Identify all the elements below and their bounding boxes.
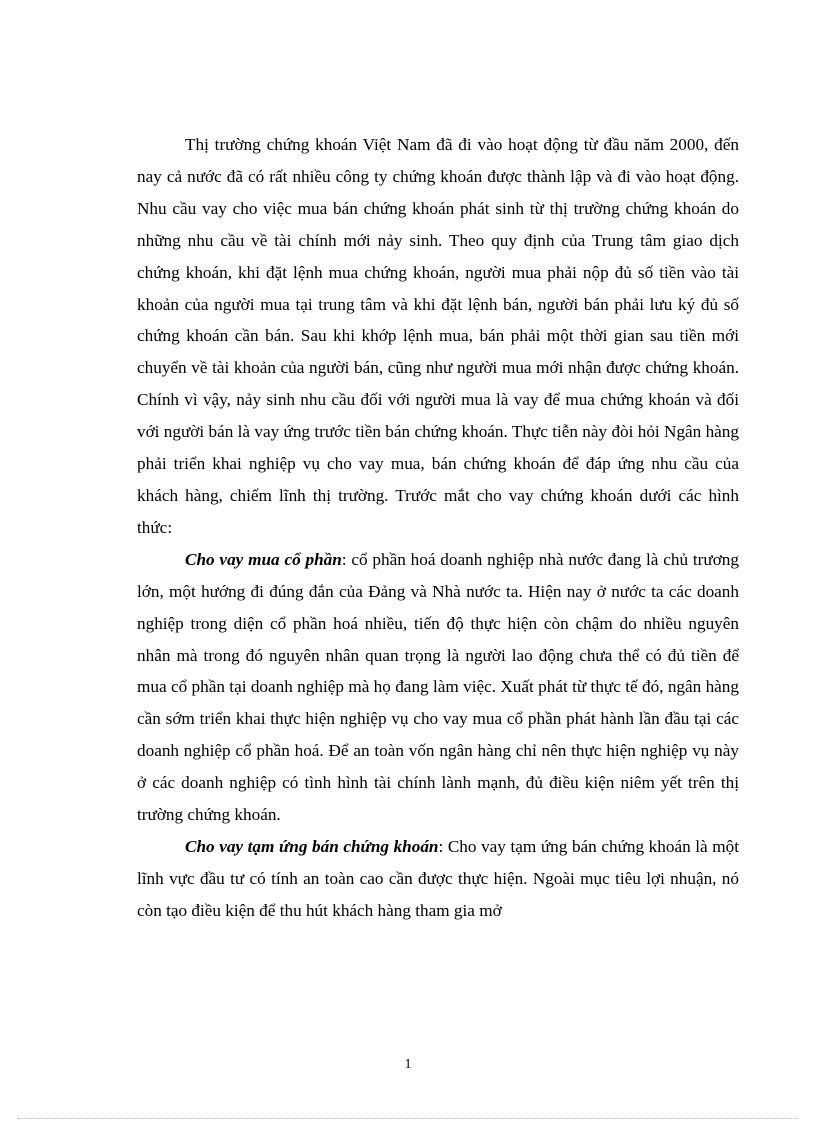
document-body bbox=[137, 129, 739, 927]
paragraph-text: Thị trường chứng khoán Việt Nam đã đi vào hoạt động từ đầu năm 2000, đến nay cả nước đã có rất nhiều công ty chứng khoán được thành lập và đi vào hoạt động. Nhu cầu vay cho việc mua bán chứng khoán phát sinh từ thị trường chứng khoán do những nhu cầu về tài chính mới nảy sinh. Theo quy định của Trung tâm giao dịch chứng khoán, khi đặt lệnh mua chứng khoán, người mua phải nộp đủ số tiền vào tài khoản của người mua tại trung tâm và khi đặt lệnh bán, người bán phải lưu ký đủ số chứng khoán cần bán. Sau khi khớp lệnh mua, bán phải một thời gian sau tiền mới chuyển về tài khoản của người bán, cũng như người mua mới nhận được chứng khoán. Chính vì vậy, nảy sinh nhu cầu đối với người mua là vay để mua chứng khoán và đối với người bán là vay ứng trước tiền bán chứng khoán. Thực tiễn này đòi hỏi Ngân hàng phải triển khai nghiệp vụ cho vay mua, bán chứng khoán để đáp ứng nhu cầu của khách hàng, chiếm lĩnh thị trường. Trước mắt cho vay chứng khoán dưới các hình thức: bbox=[137, 135, 739, 537]
paragraph-stock-market-intro bbox=[137, 129, 739, 544]
paragraph-sale-advance-loan bbox=[137, 831, 739, 927]
term-share-purchase-loan: Cho vay mua cổ phần bbox=[185, 549, 342, 569]
paragraph-share-purchase-loan bbox=[137, 544, 739, 831]
paragraph-text: : Cho vay tạm ứng bán chứng khoán là một lĩnh vực đầu tư có tính an toàn cao cần được thực hiện. Ngoài mục tiêu lợi nhuận, nó còn tạo điều kiện để thu hút khách hàng tham gia mở bbox=[137, 836, 739, 920]
page-edge-divider bbox=[18, 1118, 798, 1119]
paragraph-text: : cổ phần hoá doanh nghiệp nhà nước đang là chủ trương lớn, một hướng đi đúng đắn của Đảng và Nhà nước ta. Hiện nay ở nước ta các doanh nghiệp trong diện cổ phần hoá nhiều, tiến độ thực hiện còn chậm do nhiều nguyên nhân mà trong đó nguyên nhân quan trọng là người lao động chưa thể có đủ tiền để mua cổ phần tại doanh nghiệp mà họ đang làm việc. Xuất phát từ thực tế đó, ngân hàng cần sớm triển khai thực hiện nghiệp vụ cho vay mua cổ phần phát hành lần đầu tại các doanh nghiệp cổ phần hoá. Để an toàn vốn ngân hàng chỉ nên thực hiện nghiệp vụ này ở các doanh nghiệp có tình hình tài chính lành mạnh, đủ điều kiện niêm yết trên thị trường chứng khoán. bbox=[137, 549, 739, 825]
term-sale-advance-loan: Cho vay tạm ứng bán chứng khoán bbox=[185, 836, 439, 856]
page-number: 1 bbox=[404, 1057, 412, 1072]
